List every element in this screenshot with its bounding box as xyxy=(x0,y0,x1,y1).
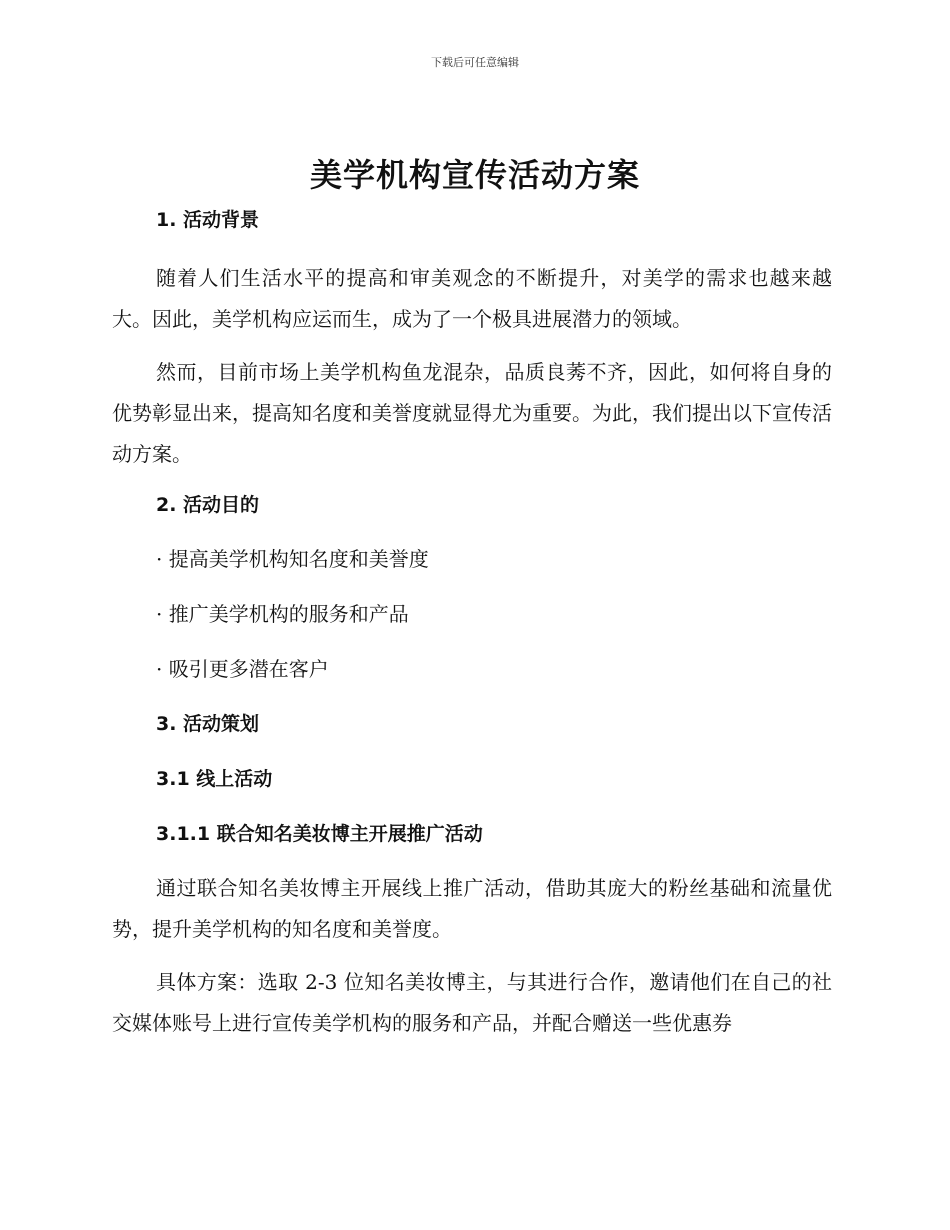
paragraph-blogger-1: 通过联合知名美妆博主开展线上推广活动，借助其庞大的粉丝基础和流量优势，提升美学机构的知名度和美誉度。 xyxy=(112,876,832,941)
document-title: 美学机构宣传活动方案 xyxy=(309,156,640,194)
bullet-item: · 吸引更多潜在客户 xyxy=(156,657,329,681)
paragraph-background-1: 随着人们生活水平的提高和审美观念的不断提升，对美学的需求也越来越大。因此，美学机构应运而生，成为了一个极具进展潜力的领域。 xyxy=(112,266,832,331)
subsubsection-heading-blogger: 3.1.1 联合知名美妆博主开展推广活动 xyxy=(156,823,483,845)
document-body xyxy=(112,200,832,1044)
section-heading-background: 1. 活动背景 xyxy=(156,209,260,231)
bullet-item: · 推广美学机构的服务和产品 xyxy=(156,602,409,626)
section-heading-planning: 3. 活动策划 xyxy=(156,713,260,735)
section-heading-purpose: 2. 活动目的 xyxy=(156,494,260,516)
subsection-heading-online: 3.1 线上活动 xyxy=(156,768,273,790)
paragraph-blogger-2: 具体方案：选取 2-3 位知名美妆博主，与其进行合作，邀请他们在自己的社交媒体账号上进行宣传美学机构的服务和产品，并配合赠送一些优惠券 xyxy=(112,970,832,1035)
bullet-item: · 提高美学机构知名度和美誉度 xyxy=(156,547,429,571)
header-note: 下载后可任意编辑 xyxy=(431,56,519,69)
paragraph-background-2: 然而，目前市场上美学机构鱼龙混杂，品质良莠不齐，因此，如何将自身的优势彰显出来，提高知名度和美誉度就显得尤为重要。为此，我们提出以下宣传活动方案。 xyxy=(112,360,832,466)
